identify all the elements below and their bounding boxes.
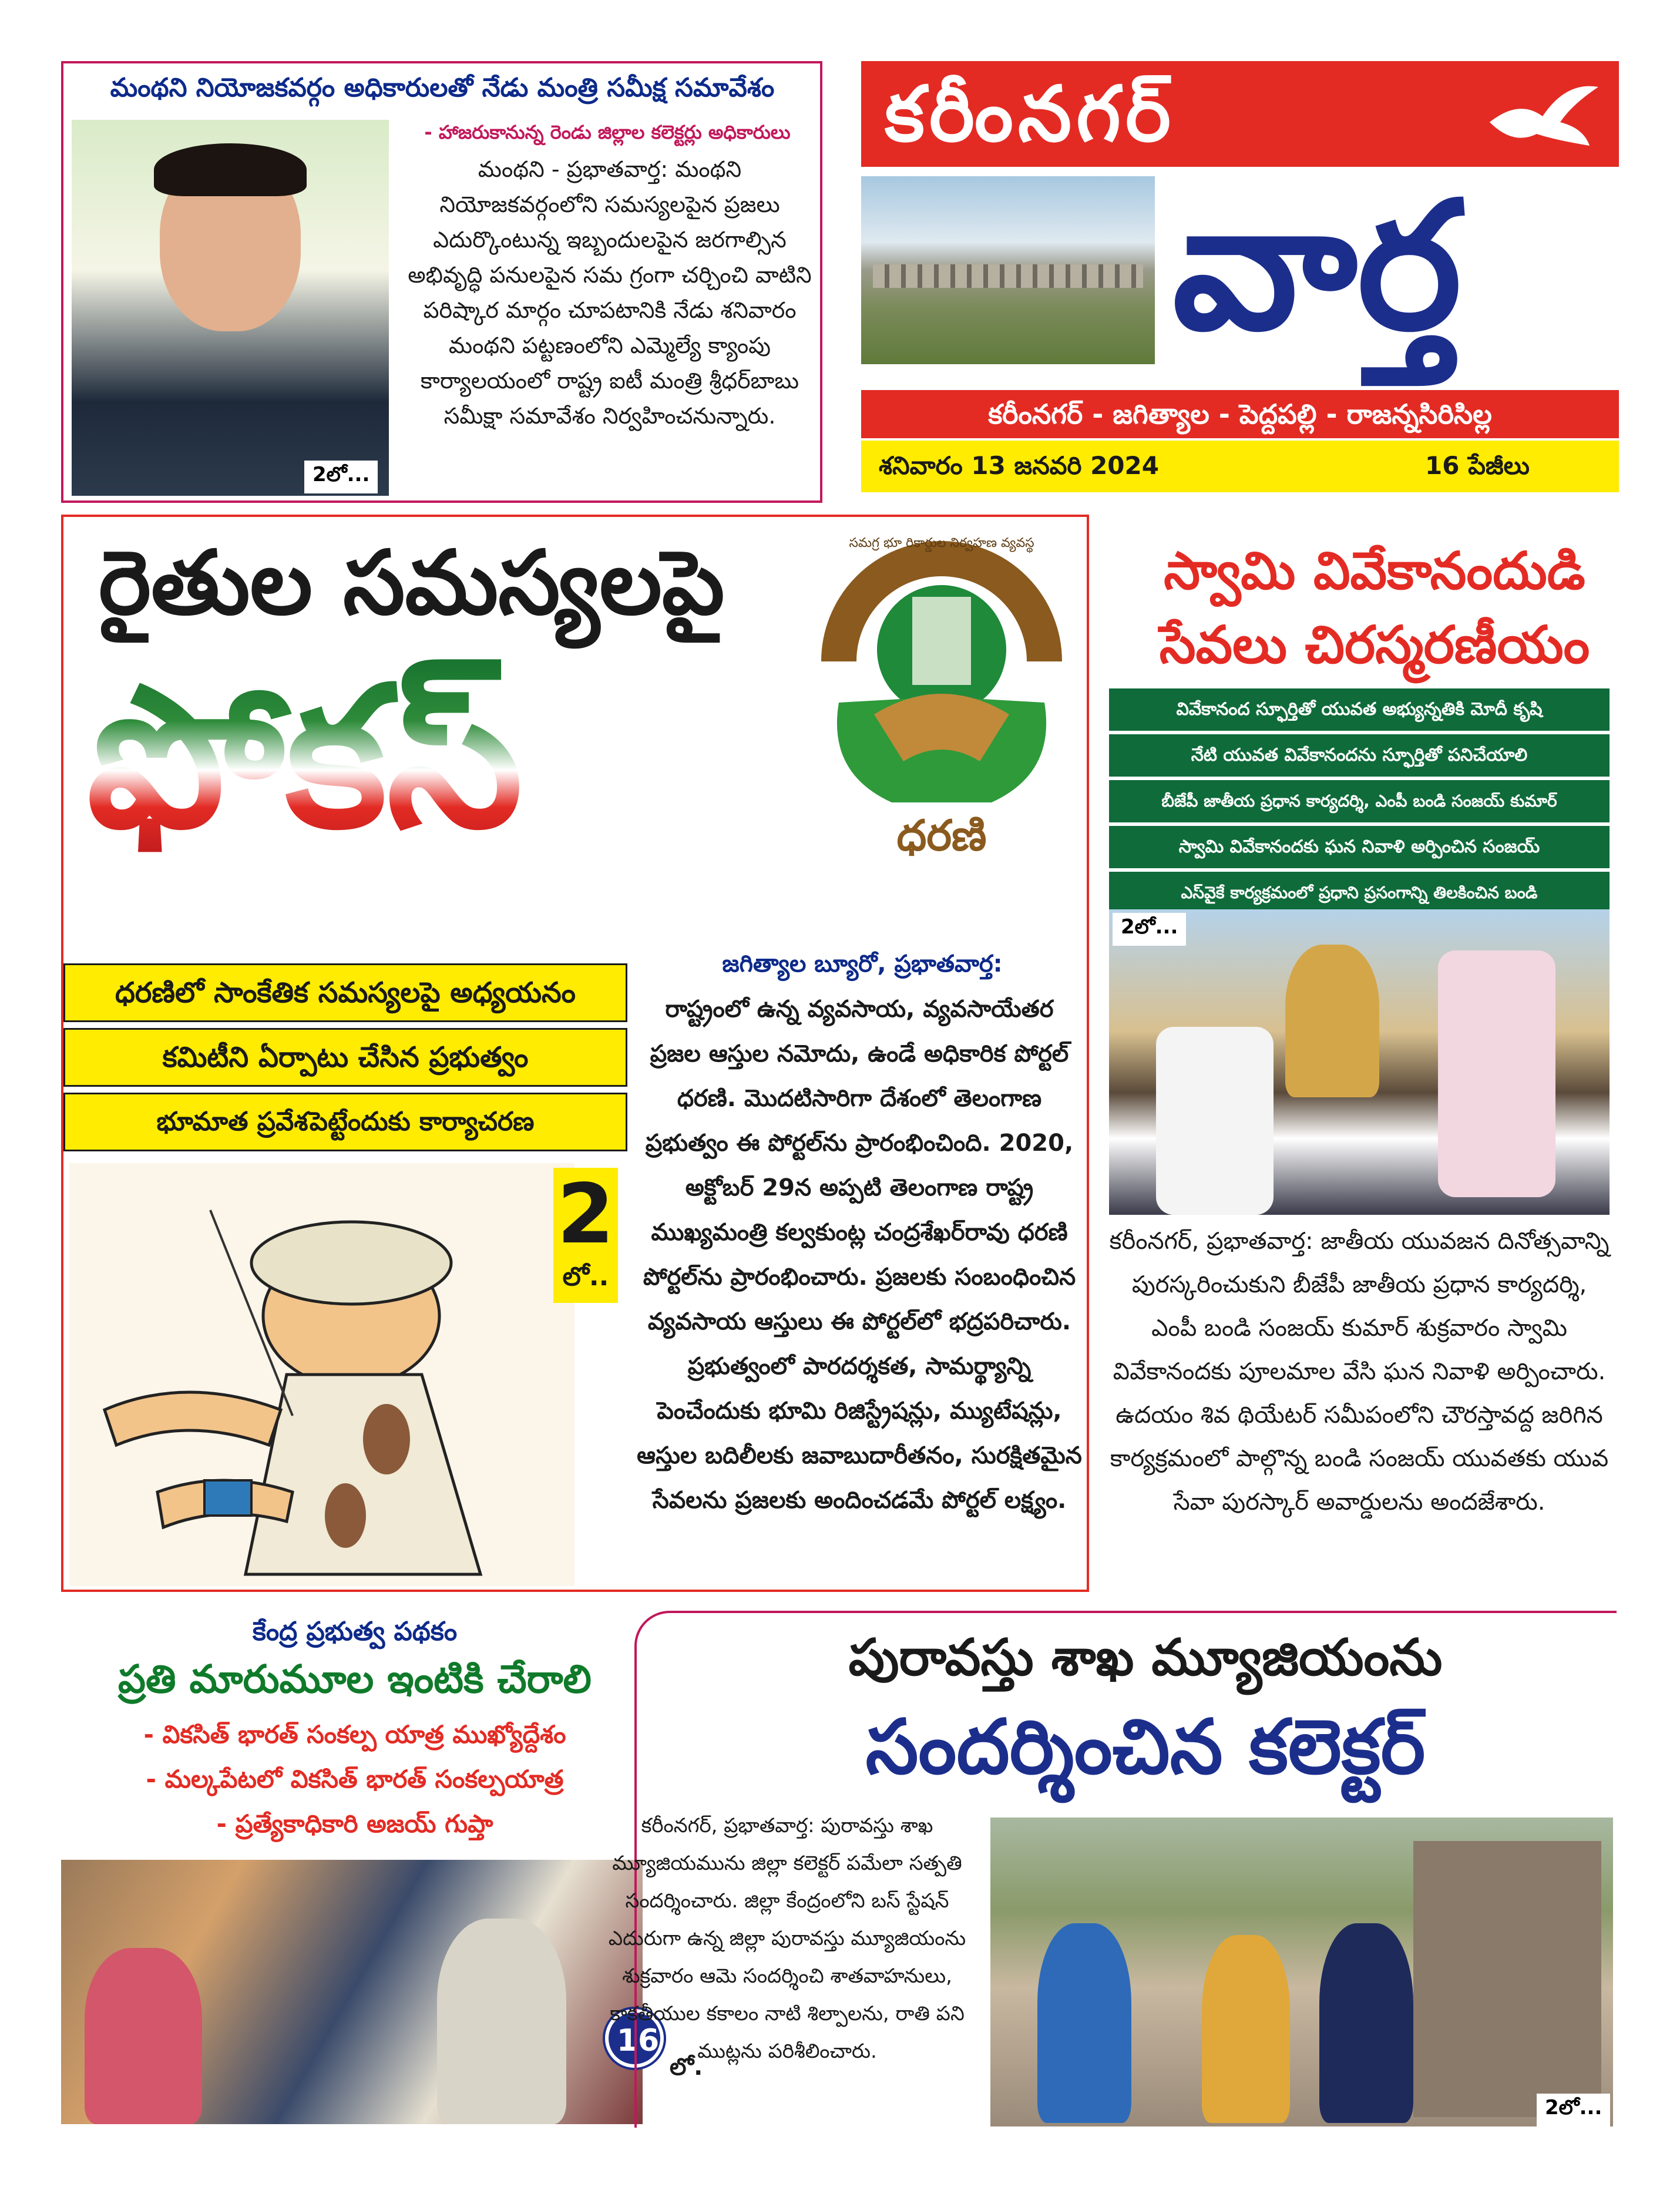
vivekananda-headline-1: స్వామి వివేకానందుడి	[1164, 540, 1585, 601]
vivekananda-photo	[1109, 909, 1610, 1215]
lead-page-num: 2	[557, 1167, 614, 1262]
masthead-red-bar	[861, 61, 1619, 167]
minister-photo	[72, 120, 389, 496]
scheme-bullet-3: - ప్రత్యేకాధికారి అజయ్ గుప్తా	[216, 1809, 493, 1838]
dharani-caption: ధరణి	[896, 811, 987, 860]
lead-page-ref[interactable]	[553, 1168, 618, 1303]
dharani-emblem-icon	[804, 526, 1080, 808]
dam-photo	[861, 176, 1155, 364]
scheme-bullet-1: - వికసిత్ భారత్ సంకల్ప యాత్ర ముఖ్యోద్దేశం	[143, 1720, 566, 1749]
manthani-box	[61, 61, 822, 503]
vivekananda-bullet-2: నేటి యువత వివేకానందను స్ఫూర్తితో పనిచేయాలి	[1109, 734, 1610, 777]
scheme-bullet-2: - మల్కపేటలో వికసిత్ భారత్ సంకల్పయాత్ర	[146, 1765, 564, 1793]
vivekananda-bullet-1: వివేకానంద స్ఫూర్తితో యువత అభ్యున్నతికి మోదీ కృషి	[1109, 688, 1610, 731]
museum-body: కరీంనగర్, ప్రభాతవార్త: పురావస్తు శాఖ మ్యూజియమును జిల్లా కలెక్టర్ పమేలా సత్పతి సందర్శించారు. జిల్లా కేంద్రంలోని బస్ స్టేషన్ ఎదురుగా ఉన్న జిల్లా పురావస్తు మ్యూజియంను శుక్రవారం ఆమె సందర్శించి శాతవాహనులు, కాకతీయుల కకాలం నాటి శిల్పాలను, రాతి పని ముట్లను పరిశీలించారు.	[608, 1814, 966, 2063]
masthead-pages: 16 పేజీలు	[1425, 451, 1530, 480]
manthani-body: మంథని - ప్రభాతవార్త: మంథని నియోజకవర్గంలోని సమస్యలపైన ప్రజలు ఎదుర్కొంటున్న ఇబ్బందులపైన జరగాల్సిన అభివృద్ధి పనులపైన సమ గ్రంగా చర్చించి వాటిని పరిష్కార మార్గం చూపటానికి నేడు శనివారం మంథని పట్టణంలోని ఎమ్మెల్యే క్యాంపు కార్యాలయంలో రాష్ట్ర ఐటీ మంత్రి శ్రీధర్‌బాబు సమీక్షా సమావేశం నిర్వహించనున్నారు.	[408, 156, 812, 429]
lead-page-suffix: లో..	[562, 1262, 609, 1292]
museum-headline-1: పురావస్తు శాఖ మ్యూజియంను	[848, 1628, 1443, 1687]
lead-dateline: జగిత్యాల బ్యూరో, ప్రభాతవార్త:	[722, 950, 1003, 977]
scheme-headline: ప్రతి మారుమూల ఇంటికి చేరాలి	[118, 1657, 592, 1702]
museum-photo	[990, 1818, 1613, 2126]
manthani-continued[interactable]: 2లో...	[304, 461, 378, 493]
dharani-ring-text: సమగ్ర భూ రికార్డుల నిర్వహణ వ్యవస్థ	[849, 536, 1034, 550]
vivekananda-bullet-3: బీజేపీ జాతీయ ప్రధాన కార్యదర్శి, ఎంపీ బండి సంజయ్ కుమార్	[1109, 780, 1610, 822]
manthani-headline: మంథని నియోజకవర్గం అధికారులతో నేడు మంత్రి సమీక్ష సమావేశం	[110, 73, 775, 103]
vivekananda-body: కరీంనగర్, ప్రభాతవార్త: జాతీయ యువజన దినోత్సవాన్ని పురస్కరించుకుని బీజేపీ జాతీయ ప్రధాన కార్యదర్శి, ఎంపీ బండి సంజయ్ కుమార్ శుక్రవారం స్వామి వివేకానందకు పూలమాల వేసి ఘన నివాళి అర్పించారు. ఉదయం శివ థియేటర్ సమీపంలోని చౌరస్తావద్ద జరిగిన కార్యక్రమంలో పాల్గొన్న బండి సంజయ్ యువతకు యువ సేవా పురస్కార్ అవార్డులను అందజేశారు.	[1109, 1228, 1610, 1516]
lead-story-box	[61, 515, 1089, 1592]
vivekananda-continued[interactable]: 2లో...	[1113, 913, 1186, 946]
museum-headline-2: సందర్శించిన కలెక్టర్	[865, 1704, 1426, 1791]
vivekananda-headline-2: సేవలు చిరస్మరణీయం	[1159, 614, 1590, 675]
museum-continued[interactable]: 2లో...	[1537, 2094, 1610, 2126]
vivekananda-bullet-4: స్వామి వివేకానందకు ఘన నివాళి అర్పించిన సంజయ్	[1109, 826, 1610, 868]
scheme-page-suffix: లో.	[670, 2054, 703, 2081]
masthead-title-top: కరీంనగర్	[885, 69, 1176, 159]
scheme-kicker: కేంద్ర ప్రభుత్వ పథకం	[252, 1617, 458, 1647]
manthani-subhead: - హాజరుకానున్న రెండు జిల్లాల కలెక్టర్లు అధికారులు	[424, 121, 791, 143]
masthead	[861, 61, 1619, 496]
farmer-cartoon	[69, 1163, 574, 1586]
dharani-logo	[804, 526, 1080, 867]
lead-headline: ఫోకస్	[87, 634, 523, 881]
lead-bullet-3: భూమాత ప్రవేశపెట్టేందుకు కార్యాచరణ	[63, 1093, 627, 1151]
masthead-districts: కరీంనగర్ - జగిత్యాల - పెద్దపల్లి - రాజన్నసిరిసిల్ల	[988, 398, 1492, 430]
masthead-districts-bar	[861, 390, 1619, 438]
scheme-page-num: 16	[616, 2023, 660, 2058]
lead-kicker: రైతుల సమస్యలపై	[99, 532, 725, 634]
lead-bullet-1: ధరణిలో సాంకేతిక సమస్యలపై అధ్యయనం	[63, 963, 627, 1022]
lead-body: రాష్ట్రంలో ఉన్న వ్యవసాయ, వ్యవసాయేతర ప్రజల ఆస్తుల నమోదు, ఉండే అధికారిక పోర్టల్ ధరణి. మొదటిసారిగా దేశంలో తెలంగాణ ప్రభుత్వం ఈ పోర్టల్‌ను ప్రారంభించింది. 2020, అక్టోబర్ 29న అప్పటి తెలంగాణ రాష్ట్ర ముఖ్యమంత్రి కల్వకుంట్ల చంద్రశేఖర్‌రావు ధరణి పోర్టల్‌ను ప్రారంభించారు. ప్రజలకు సంబంధించిన వ్యవసాయ ఆస్తులు ఈ పోర్టల్‌లో భద్రపరిచారు. ప్రభుత్వంలో పారదర్శకత, సామర్థ్యాన్ని పెంచేందుకు భూమి రిజిస్ట్రేషన్లు, మ్యుటేషన్లు, ఆస్తుల బదిలీలకు జవాబుదారీతనం, సురక్షితమైన సేవలను ప్రజలకు అందించడమే పోర్టల్ లక్ష్యం.	[637, 996, 1082, 1514]
masthead-date: శనివారం 13 జనవరి 2024	[879, 451, 1159, 480]
scheme-photo	[61, 1860, 643, 2124]
lead-bullet-2: కమిటీని ఏర్పాటు చేసిన ప్రభుత్వం	[63, 1028, 627, 1087]
dove-icon	[1484, 75, 1601, 163]
vivekananda-bullet-5: ఎస్‌వైకే కార్యక్రమంలో ప్రధాని ప్రసంగాన్ని తిలకించిన బండి	[1109, 872, 1610, 914]
masthead-date-bar	[861, 441, 1619, 492]
masthead-title-main: వార్త	[1172, 164, 1462, 369]
